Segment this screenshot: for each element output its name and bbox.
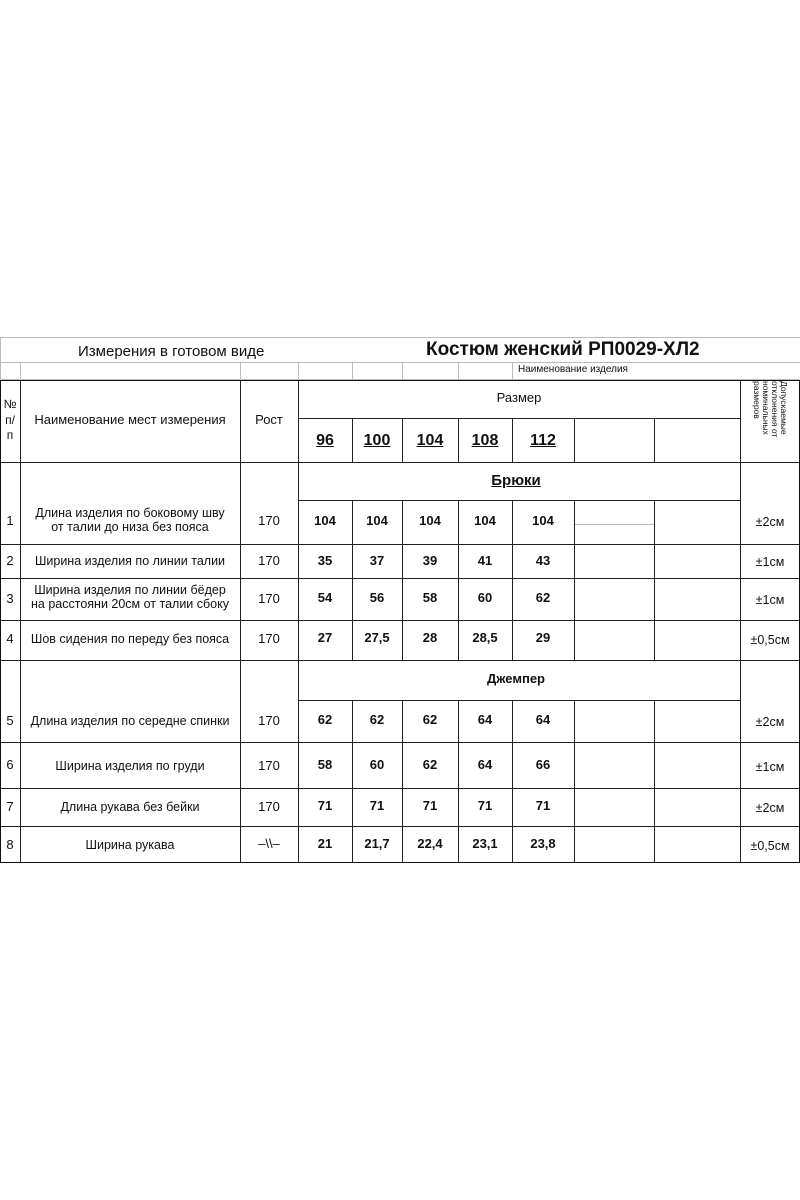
grid-line — [458, 362, 459, 379]
section-title-trousers: Брюки — [491, 472, 541, 489]
row-value: 71 — [369, 798, 385, 813]
row-value: 56 — [369, 590, 385, 605]
row-height: 170 — [258, 758, 280, 773]
row-value: 35 — [317, 553, 333, 568]
row-value: 104 — [532, 513, 554, 528]
row-name: Длина изделия по боковому шву от талии до низа без пояса — [35, 506, 225, 535]
grid-line — [298, 380, 299, 862]
size-112: 112 — [530, 432, 556, 449]
row-height: 170 — [258, 631, 280, 646]
row-tolerance: ±0,5см — [750, 633, 790, 647]
row-value: 71 — [422, 798, 438, 813]
row-value: 23,8 — [530, 836, 556, 851]
row-value: 27,5 — [364, 630, 390, 645]
row-value: 29 — [535, 630, 551, 645]
row-value: 62 — [317, 712, 333, 727]
size-108: 108 — [471, 432, 499, 449]
row-tolerance: ±1см — [755, 760, 785, 774]
grid-line — [654, 700, 655, 862]
row-value: 28 — [422, 630, 438, 645]
row-name: Шов сидения по переду без пояса — [30, 632, 230, 646]
header-num: № п/ п — [3, 397, 17, 443]
row-name: Ширина рукава — [85, 838, 175, 852]
product-caption: Наименование изделия — [518, 364, 628, 375]
grid-line — [0, 362, 800, 363]
row-value: 104 — [474, 513, 496, 528]
row-value: 37 — [369, 553, 385, 568]
row-tolerance: ±2см — [755, 801, 785, 815]
row-value: 39 — [422, 553, 438, 568]
row-value: 62 — [369, 712, 385, 727]
grid-line — [298, 700, 740, 701]
row-num: 2 — [6, 553, 14, 568]
row-value: 66 — [535, 757, 551, 772]
grid-line — [0, 826, 800, 827]
row-height: 170 — [258, 553, 280, 568]
grid-line — [0, 380, 1, 862]
grid-line — [0, 660, 800, 661]
row-value: 64 — [535, 712, 551, 727]
grid-line — [402, 362, 403, 379]
row-tolerance: ±2см — [755, 715, 785, 729]
row-height: 170 — [258, 591, 280, 606]
row-value: 71 — [477, 798, 493, 813]
row-name: Длина изделия по середне спинки — [30, 714, 230, 728]
grid-line — [0, 462, 800, 463]
size-100: 100 — [363, 432, 391, 449]
header-tolerance — [740, 380, 800, 462]
grid-line — [574, 700, 575, 862]
row-num: 5 — [6, 713, 14, 728]
row-height: 170 — [258, 513, 280, 528]
row-value: 23,1 — [472, 836, 498, 851]
header-measure-name: Наименование мест измерения — [34, 412, 226, 427]
row-value: 62 — [422, 712, 438, 727]
row-value: 58 — [422, 590, 438, 605]
header-size: Размер — [496, 390, 542, 405]
row-value: 21 — [317, 836, 333, 851]
grid-line — [298, 418, 740, 419]
grid-line — [574, 524, 654, 525]
grid-line — [298, 500, 740, 501]
row-value: 54 — [317, 590, 333, 605]
row-value: 41 — [477, 553, 493, 568]
sheet-title: Измерения в готовом виде — [78, 343, 265, 360]
row-height: 170 — [258, 799, 280, 814]
grid-line — [240, 380, 241, 862]
grid-line — [0, 337, 800, 338]
grid-line — [20, 380, 21, 862]
grid-line — [0, 380, 800, 381]
row-value: 71 — [317, 798, 333, 813]
row-value: 62 — [422, 757, 438, 772]
row-value: 22,4 — [417, 836, 443, 851]
row-value: 28,5 — [472, 630, 498, 645]
row-name: Длина рукава без бейки — [60, 800, 200, 814]
row-num: 6 — [6, 757, 14, 772]
grid-line — [512, 362, 513, 379]
grid-line — [298, 362, 299, 379]
row-value: 60 — [369, 757, 385, 772]
row-tolerance: ±1см — [755, 555, 785, 569]
row-num: 8 — [6, 837, 14, 852]
row-value: 27 — [317, 630, 333, 645]
grid-line — [0, 742, 800, 743]
row-value: 62 — [535, 590, 551, 605]
row-value: 64 — [477, 712, 493, 727]
grid-line — [0, 862, 800, 863]
row-tolerance: ±2см — [755, 515, 785, 529]
row-name: Ширина изделия по линии талии — [34, 554, 226, 568]
row-value: 104 — [366, 513, 388, 528]
row-value: 104 — [419, 513, 441, 528]
row-height: 170 — [258, 713, 280, 728]
row-height: –\\– — [258, 836, 280, 851]
row-value: 58 — [317, 757, 333, 772]
row-num: 1 — [6, 513, 14, 528]
row-num: 7 — [6, 799, 14, 814]
grid-line — [654, 418, 655, 462]
size-104: 104 — [416, 432, 444, 449]
row-tolerance: ±1см — [755, 593, 785, 607]
row-value: 104 — [314, 513, 336, 528]
grid-line — [0, 578, 800, 579]
row-value: 64 — [477, 757, 493, 772]
grid-line — [654, 500, 655, 660]
grid-line — [20, 362, 21, 379]
row-name: Ширина изделия по линии бёдер на расстояни 20см от талии сбоку — [31, 583, 229, 612]
tolerance-label: Допускаемые отклонения от номинальных размеров — [752, 381, 789, 438]
row-tolerance: ±0,5см — [750, 839, 790, 853]
row-value: 21,7 — [364, 836, 390, 851]
row-value: 71 — [535, 798, 551, 813]
row-value: 60 — [477, 590, 493, 605]
section-title-jumper: Джемпер — [486, 671, 545, 686]
size-96: 96 — [316, 432, 334, 449]
grid-line — [574, 418, 575, 462]
grid-line — [574, 500, 575, 660]
row-num: 3 — [6, 591, 14, 606]
grid-line — [0, 544, 800, 545]
row-value: 43 — [535, 553, 551, 568]
header-height: Рост — [255, 412, 283, 427]
grid-line — [0, 337, 1, 379]
grid-line — [0, 620, 800, 621]
row-num: 4 — [6, 631, 14, 646]
grid-line — [240, 362, 241, 379]
row-name: Ширина изделия по груди — [55, 759, 205, 773]
product-title: Костюм женский РП0029-ХЛ2 — [426, 339, 700, 360]
grid-line — [352, 362, 353, 379]
grid-line — [0, 788, 800, 789]
